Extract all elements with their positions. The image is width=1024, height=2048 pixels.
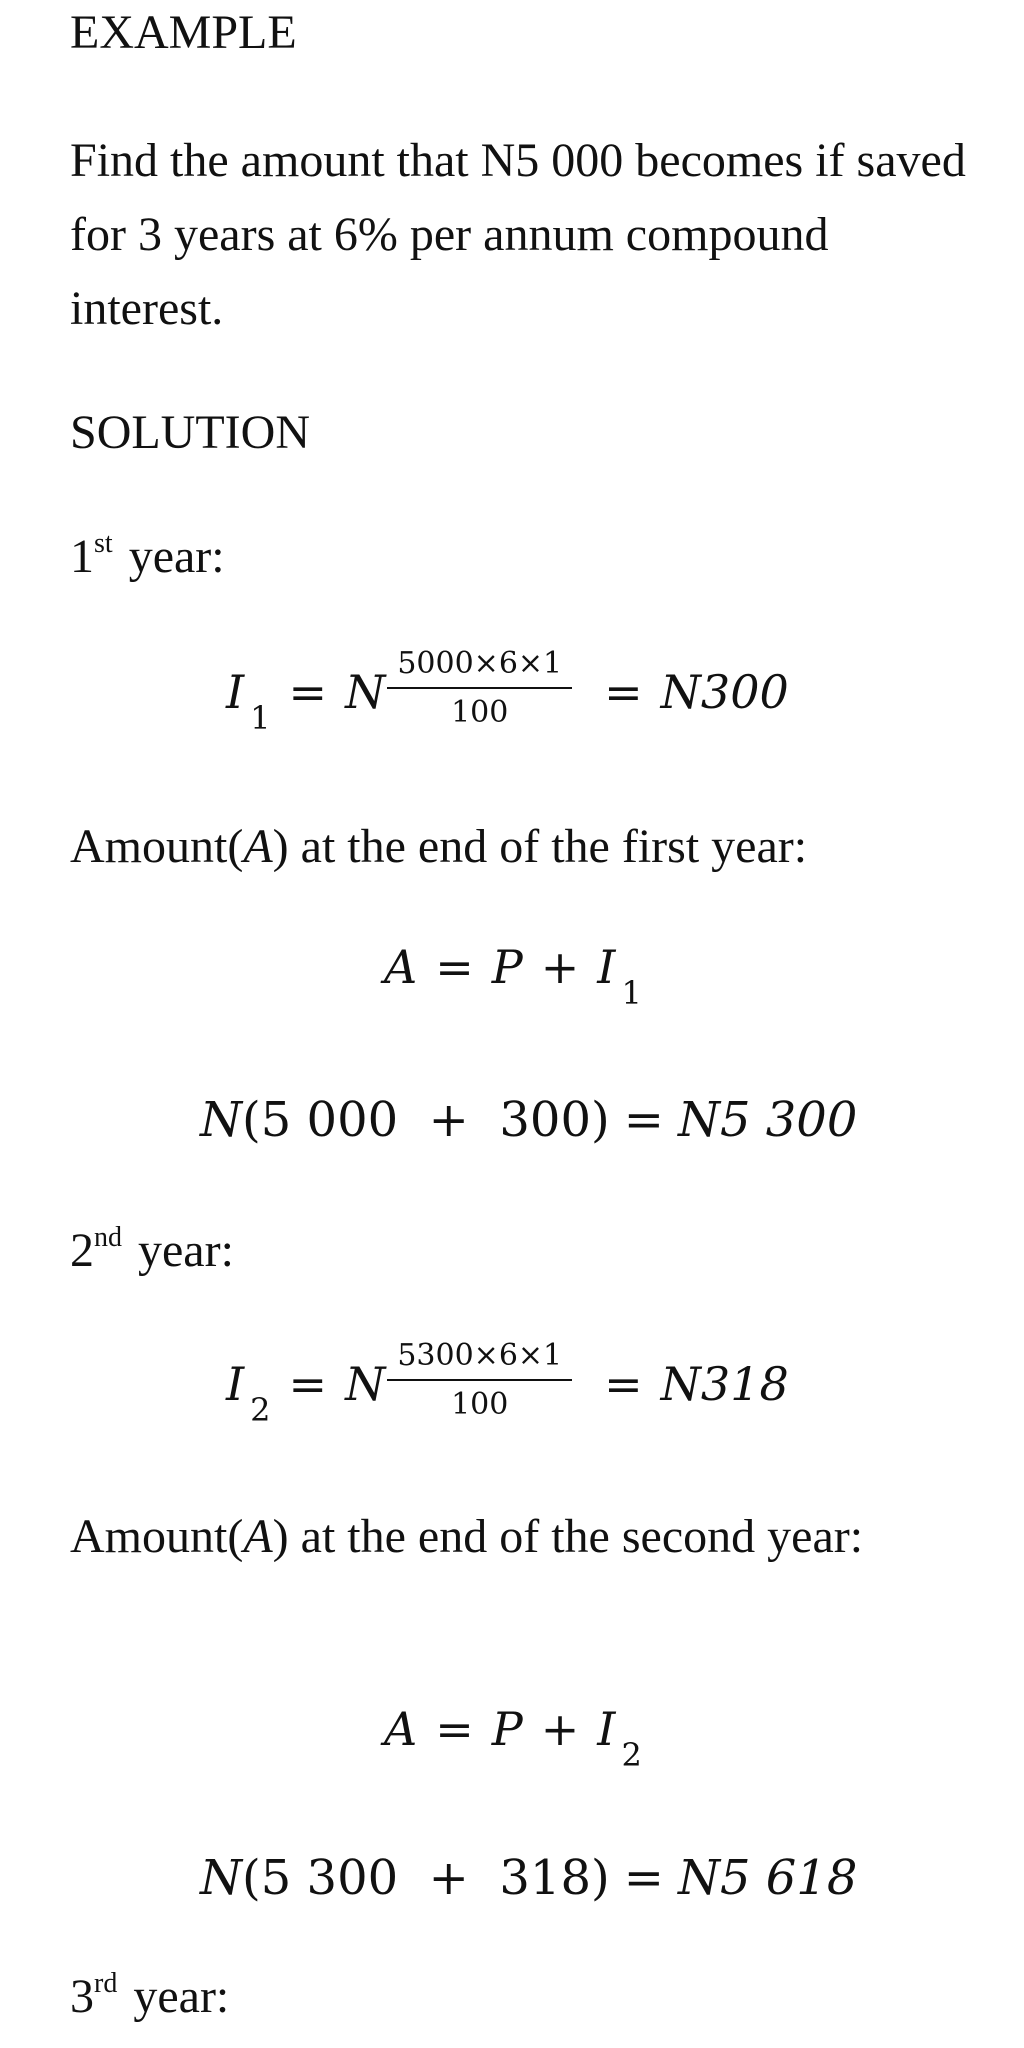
year2-formula-eq: = <box>435 1702 474 1756</box>
year1-calc-expression: (5 000 + 300) <box>242 1092 610 1148</box>
year1-formula-eq: = <box>435 940 474 994</box>
year2-formula-sub: 2 <box>621 1736 642 1774</box>
year2-interest-equation <box>226 1338 789 1429</box>
year2-ordinal: nd <box>94 1222 122 1253</box>
year1-amount-label <box>70 810 807 884</box>
year1-formula-p: P <box>491 940 523 994</box>
year2-interest-fraction <box>387 1338 572 1422</box>
year1-fraction-denominator: 100 <box>451 695 509 730</box>
year2-label-tail: year: <box>126 1224 234 1277</box>
year1-amount-formula <box>384 940 642 1012</box>
year2-number: 2 <box>70 1224 94 1277</box>
year2-interest-eq2: = <box>604 1357 643 1411</box>
year1-amount-calculation <box>200 1092 857 1148</box>
year2-fraction-numerator: 5300×6×1 <box>387 1338 572 1381</box>
year3-label-tail: year: <box>121 1970 230 2023</box>
year1-label <box>70 520 225 594</box>
year2-formula-a: A <box>384 1702 418 1756</box>
year2-fraction-denominator: 100 <box>451 1387 509 1422</box>
year1-formula-plus: + <box>540 940 580 994</box>
year1-interest-sub: 1 <box>250 699 271 737</box>
year2-calc-eq: = <box>623 1850 664 1906</box>
year2-amount-label <box>70 1500 910 1574</box>
year2-formula-plus: + <box>540 1702 580 1756</box>
year2-interest-var: I <box>226 1357 245 1411</box>
year1-formula-i: I <box>597 940 616 994</box>
year2-amount-formula <box>384 1702 642 1774</box>
year2-amount-post: ) at the end of the second year: <box>272 1510 864 1563</box>
year1-amount-pre: Amount( <box>70 820 244 873</box>
year2-amount-calculation <box>200 1850 857 1906</box>
solution-heading: SOLUTION <box>70 406 310 459</box>
year1-ordinal: st <box>94 528 113 559</box>
year1-calc-eq: = <box>623 1092 664 1148</box>
year2-interest-sub: 2 <box>250 1391 271 1429</box>
year2-calc-result: N5 618 <box>677 1850 858 1906</box>
year1-calc-n: N <box>200 1092 242 1148</box>
year2-calc-n: N <box>200 1850 242 1906</box>
year1-interest-eq: = <box>288 665 328 719</box>
year3-number: 3 <box>70 1970 94 2023</box>
year1-interest-var: I <box>226 665 245 719</box>
year2-amount-var: A <box>243 1510 273 1563</box>
year1-formula-sub: 1 <box>621 974 642 1012</box>
year1-interest-fraction <box>387 646 572 730</box>
year2-interest-eq: = <box>288 1357 328 1411</box>
year1-interest-result: N300 <box>660 665 789 719</box>
year3-ordinal: rd <box>94 1968 118 1999</box>
year1-number: 1 <box>70 530 94 583</box>
year2-amount-pre: Amount( <box>70 1510 244 1563</box>
year2-label <box>70 1214 234 1288</box>
year1-interest-eq2: = <box>604 665 643 719</box>
problem-statement: Find the amount that N5 000 becomes if saved for 3 years at 6% per annum compound interest. <box>70 134 966 335</box>
year1-label-tail: year: <box>116 530 225 583</box>
year2-interest-prefix: N <box>345 1357 386 1411</box>
year1-amount-var: A <box>243 820 273 873</box>
year1-interest-prefix: N <box>345 665 386 719</box>
year2-calc-expression: (5 300 + 318) <box>242 1850 610 1906</box>
year1-calc-result: N5 300 <box>677 1092 858 1148</box>
year1-fraction-numerator: 5000×6×1 <box>387 646 572 689</box>
year2-formula-p: P <box>491 1702 523 1756</box>
year3-label <box>70 1960 229 2034</box>
example-heading: EXAMPLE <box>70 6 297 59</box>
year1-interest-equation <box>226 646 789 737</box>
year1-formula-a: A <box>384 940 418 994</box>
year2-formula-i: I <box>597 1702 616 1756</box>
year1-amount-post: ) at the end of the first year: <box>272 820 808 873</box>
year2-interest-result: N318 <box>660 1357 789 1411</box>
